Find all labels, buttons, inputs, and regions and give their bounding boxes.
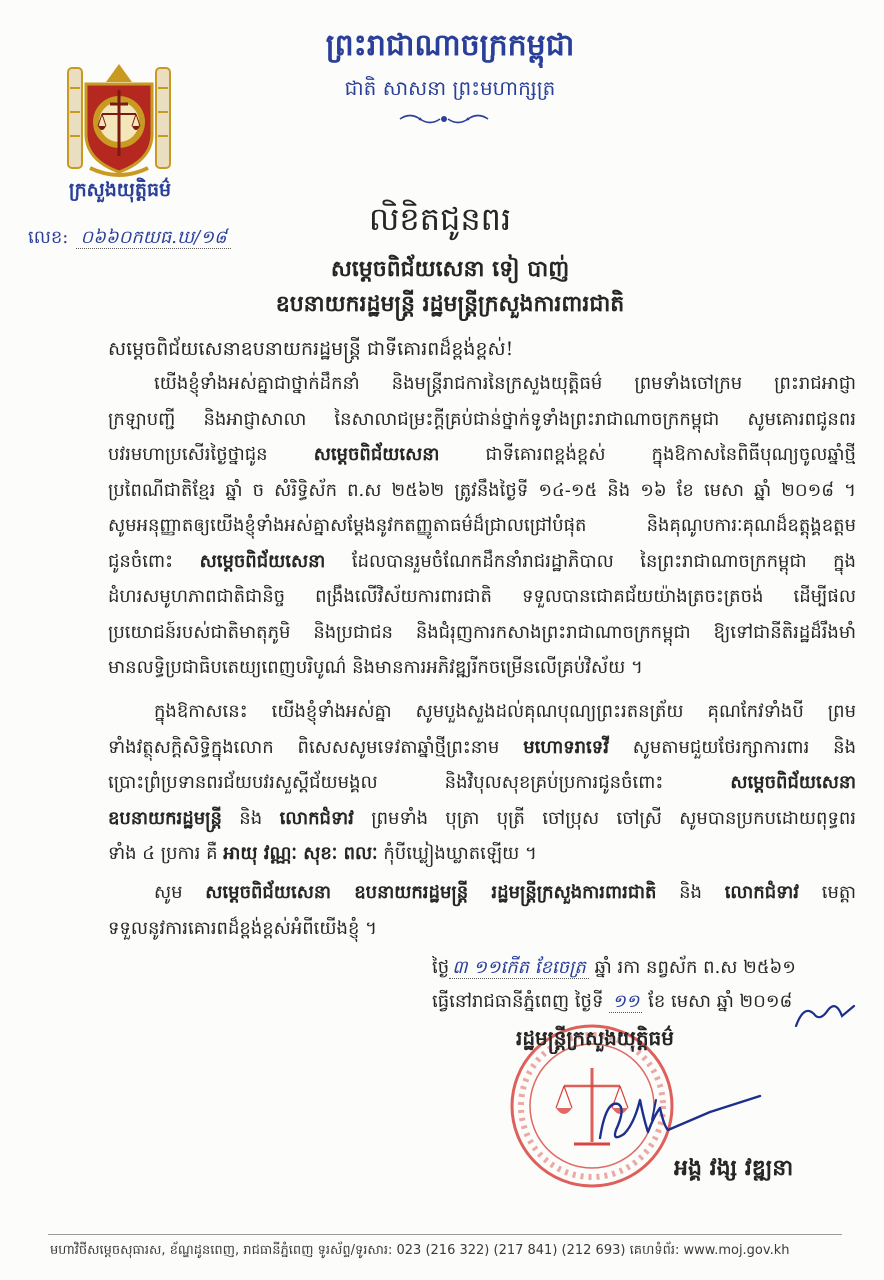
body-line bbox=[108, 911, 856, 947]
body-text: យើងខ្ញុំទាំងអស់គ្នាជាថ្នាក់ដឹកនាំ និងមន្ត្រីរាជការនៃក្រសួងយុត្តិធម៌ ព្រមទាំងចៅក្រម ព្រះរាជអាជ្ញា bbox=[154, 373, 856, 394]
national-motto: ជាតិ សាសនា ព្រះមហាក្សត្រ bbox=[344, 76, 556, 100]
body-text: ទទួលនូវការគោរពដ៏ខ្ពង់ខ្ពស់អំពីយើងខ្ញុំ ។ bbox=[108, 917, 377, 939]
body-line bbox=[108, 508, 856, 544]
emphasized-text: សម្តេចពិជ័យសេនា bbox=[199, 550, 326, 572]
footer-address: មហាវិថីសម្តេចសុធារស, ខ័ណ្ឌដូនពេញ, រាជធានីភ្នំពេញ bbox=[50, 1243, 314, 1258]
body-line bbox=[108, 437, 856, 473]
body-line bbox=[108, 875, 856, 911]
footer-phone: 023 (216 322) (217 841) (212 693) bbox=[396, 1243, 626, 1258]
emphasized-text: អាយុ វណ្ណៈ សុខៈ ពលៈ bbox=[223, 843, 378, 864]
body-line bbox=[108, 402, 856, 438]
reference-number bbox=[28, 222, 298, 254]
body-line bbox=[108, 366, 856, 402]
body-paragraph-3 bbox=[108, 875, 856, 946]
place-prefix: ធ្វើនៅរាជធានីភ្នំពេញ ថ្ងៃទី bbox=[432, 991, 604, 1012]
signer-title: រដ្ឋមន្ត្រីក្រសួងយុត្តិធម៌ bbox=[516, 1026, 674, 1050]
lunar-date-line bbox=[432, 952, 856, 984]
body-line bbox=[108, 579, 856, 615]
reference-label: លេខ: bbox=[28, 227, 69, 248]
body-text: ដែលបានរួមចំណែកដឹកនាំរាជរដ្ឋាភិបាល នៃព្រះរាជាណាចក្រកម្ពុជា ក្នុង bbox=[325, 550, 856, 572]
body-text: សូម bbox=[154, 882, 206, 903]
footer-website[interactable]: www.moj.gov.kh bbox=[683, 1243, 790, 1258]
body-text: កុំបីឃ្លៀងឃ្លាតឡើយ ។ bbox=[377, 843, 537, 864]
reference-number-handwritten: ០៦៦០កយធ.ឃ/១៨ bbox=[76, 227, 230, 249]
body-line bbox=[108, 730, 856, 766]
recipient-position: ឧបនាយករដ្ឋមន្ត្រី រដ្ឋមន្ត្រីក្រសួងការពារជាតិ bbox=[275, 291, 625, 317]
body-line bbox=[108, 694, 856, 730]
body-text: និង bbox=[221, 807, 280, 829]
body-text: ព្រមទាំង បុត្រា បុត្រី ចៅប្រុស ចៅស្រី សូមបានប្រកបដោយពុទ្ធពរ bbox=[353, 807, 856, 829]
body-line bbox=[108, 473, 856, 509]
lunar-date-printed: ឆ្នាំ រកា នព្វស័ក ព.ស ២៥៦១ bbox=[594, 957, 796, 978]
body-text: សូមតាមជួយថែរក្សាការពារ និង bbox=[608, 736, 856, 758]
emphasized-text: មហោទរាទេវី bbox=[523, 736, 609, 758]
footer-contact bbox=[50, 1240, 850, 1262]
body-text: ប្រពៃណីជាតិខ្មែរ ឆ្នាំ ច សំរិទ្ធិស័ក ព.ស ២៥៦២ ត្រូវនឹងថ្ងៃទី ១៤-១៥ និង ១៦ ខែ មេសា ឆ្នាំ ២០១៨ ។ bbox=[108, 479, 856, 501]
lunar-date-handwritten: ៣ ១១កើត ខែចេត្រ bbox=[449, 957, 589, 979]
body-line bbox=[108, 765, 856, 801]
ministry-of-justice-emblem-icon bbox=[66, 60, 172, 182]
body-text: ទាំង ៤ ប្រការ គឺ bbox=[108, 843, 224, 864]
place-day-handwritten: ១១ bbox=[609, 991, 642, 1013]
body-line bbox=[108, 836, 856, 872]
body-text: មានលទ្ធិប្រជាធិបតេយ្យពេញបរិបូណ៌ និងមានការអភិវឌ្ឍរីកចម្រើនលើគ្រប់វិស័យ ។ bbox=[108, 657, 643, 678]
letter-title: លិខិតជូនពរ bbox=[368, 200, 512, 238]
body-line bbox=[108, 544, 856, 580]
body-paragraph-1 bbox=[108, 366, 856, 686]
emphasized-text: សម្តេចពិជ័យសេនា ឧបនាយករដ្ឋមន្ត្រី រដ្ឋមន្ត្រីក្រសួងការពារជាតិ bbox=[205, 882, 657, 903]
body-text: ក្រឡាបញ្ជី និងអាជ្ញាសាលា នៃសាលាជម្រះក្តីគ្រប់ជាន់ថ្នាក់ទូទាំងព្រះរាជាណាចក្រកម្ពុជា សូមគោរពជូនពរ bbox=[108, 408, 856, 430]
body-text: ក្នុងឱកាសនេះ យើងខ្ញុំទាំងអស់គ្នា សូមបួងសួងដល់គុណបុណ្យព្រះរតនត្រ័យ គុណកែវទាំងបី ព្រម bbox=[154, 701, 856, 722]
emphasized-text: សម្តេចពិជ័យសេនា bbox=[313, 444, 440, 465]
body-text: ជាទីគោរពខ្ពង់ខ្ពស់ ក្នុងឱកាសនៃពិធីបុណ្យចូលឆ្នាំថ្មី bbox=[439, 444, 856, 465]
kingdom-heading: ព្រះរាជាណាចក្រកម្ពុជា bbox=[325, 28, 575, 63]
emphasized-text: លោកជំទាវ bbox=[279, 807, 354, 829]
body-text: ប្រយោជន៍របស់ជាតិមាតុភូមិ និងប្រជាជន និងជំរុញការកសាងព្រះរាជាណាចក្រកម្ពុជា ឱ្យទៅជានីតិរដ្ឋដ៏រឹងមាំ bbox=[108, 621, 856, 643]
footer-divider bbox=[48, 1234, 842, 1235]
body-text: ជូនចំពោះ bbox=[108, 550, 200, 572]
body-text: ទាំងវត្ថុសក្តិសិទ្ធិក្នុងលោក ពិសេសសូមទេវតាឆ្នាំថ្មីព្រះនាម bbox=[108, 736, 524, 758]
emphasized-text: លោកជំទាវ bbox=[724, 882, 799, 903]
emphasized-text: សម្តេចពិជ័យសេនា bbox=[730, 772, 856, 793]
body-text: ដំហរសមូហភាពជាតិជានិច្ច ពង្រឹងលើវិស័យការពារជាតិ ទទួលបានជោគជ័យយ៉ាងត្រចះត្រចង់ ដើម្បីផល bbox=[108, 586, 856, 607]
body-text: និង bbox=[656, 882, 725, 903]
ministry-name: ក្រសួងយុត្តិធម៌ bbox=[68, 179, 172, 201]
body-paragraph-2 bbox=[108, 694, 856, 872]
recipient-name: សម្តេចពិជ័យសេនា ទៀ បាញ់ bbox=[330, 256, 570, 282]
signer-name: អង្គ វង្ស វឌ្ឍនា bbox=[674, 1155, 794, 1181]
body-text: បវរមហាប្រសើរថ្ងៃថ្នាជូន bbox=[108, 444, 314, 465]
tacteing-ornament-icon bbox=[396, 110, 492, 128]
salutation: សម្តេចពិជ័យសេនាឧបនាយករដ្ឋមន្ត្រី ជាទីគោរពដ៏ខ្ពង់ខ្ពស់! bbox=[108, 338, 514, 360]
body-line bbox=[108, 650, 856, 686]
emphasized-text: ឧបនាយករដ្ឋមន្ត្រី bbox=[108, 807, 222, 829]
body-text: ប្រោះព្រំប្រទានពរជ័យបវរសួស្តីជ័យមង្គល និងវិបុលសុខគ្រប់ប្រការជូនចំពោះ bbox=[108, 772, 731, 793]
footer-phone-label: ទូរស័ព្ទ/ទូរសារ: bbox=[317, 1243, 393, 1258]
place-suffix: ខែ មេសា ឆ្នាំ ២០១៨ bbox=[648, 991, 793, 1012]
handwritten-signature-icon bbox=[560, 1060, 790, 1160]
body-line bbox=[108, 615, 856, 651]
footer-web-label: គេហទំព័រ: bbox=[629, 1243, 680, 1258]
body-text: មេត្តា bbox=[799, 882, 856, 903]
lunar-day-label: ថ្ងៃ bbox=[432, 957, 450, 978]
body-text: សូមអនុញ្ញាតឲ្យយើងខ្ញុំទាំងអស់គ្នាសម្តែងនូវកតញ្ញូតាធម៌ដ៏ជ្រាលជ្រៅបំផុត និងគុណូបការៈគុណដ៏ឧត្តុង្គឧត្តម bbox=[108, 515, 856, 536]
paraph-initials-icon bbox=[790, 996, 860, 1036]
body-line bbox=[108, 801, 856, 837]
